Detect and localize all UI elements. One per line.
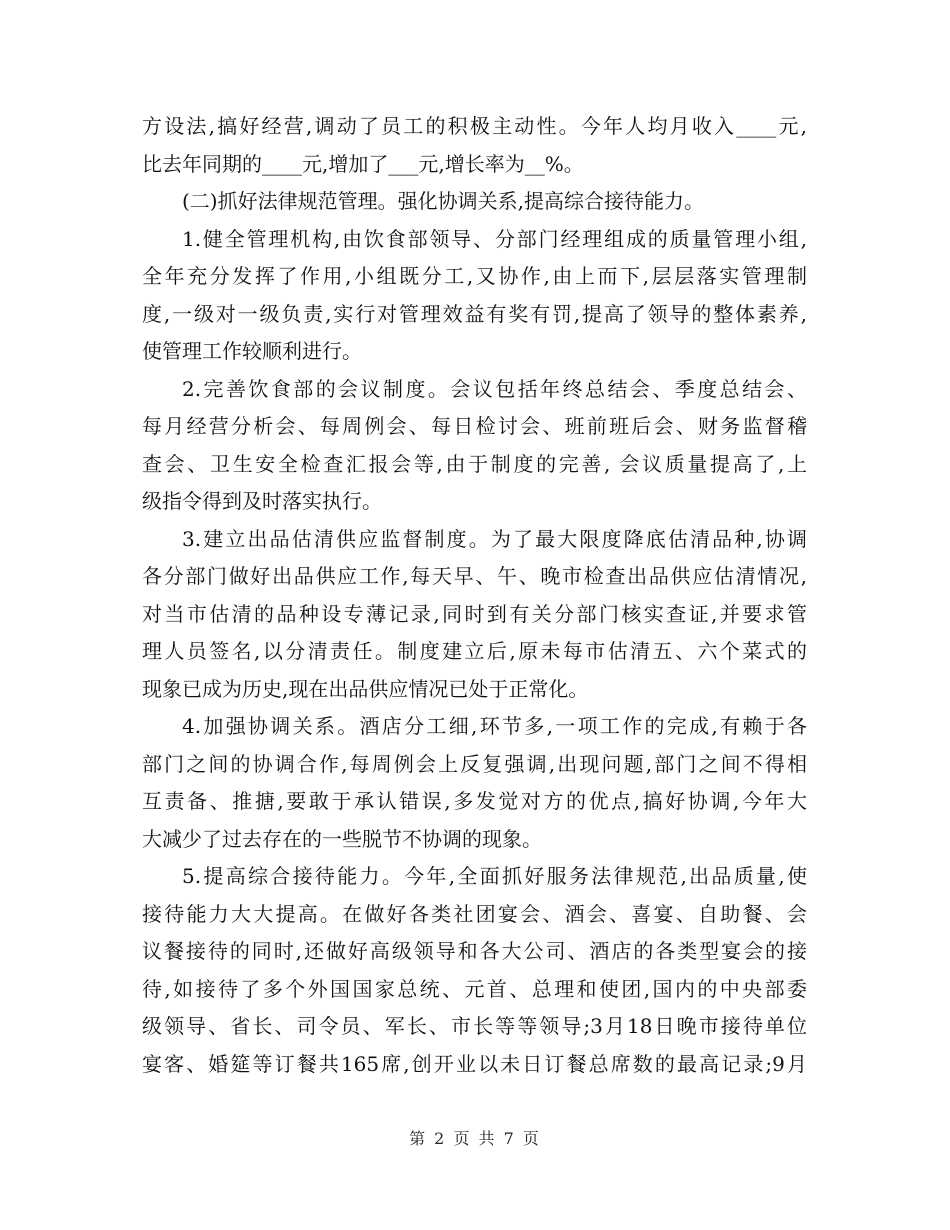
text-line: 全年充分发挥了作用,小组既分工,又协作,由上而下,层层落实管理制 — [142, 264, 807, 288]
text-line: 互责备、推搪,要敢于承认错误,多发觉对方的优点,搞好协调,今年大 — [142, 789, 807, 813]
document-body — [142, 108, 807, 1083]
text-line: (二)抓好法律规范管理。强化协调关系,提高综合接待能力。 — [182, 189, 704, 213]
text-line: 宴客、婚筵等订餐共165席,创开业以未日订餐总席数的最高记录;9月 — [142, 1051, 807, 1076]
text-line: 方设法,搞好经营,调动了员工的积极主动性。今年人均月收入____元, — [142, 114, 807, 138]
text-line: 4.加强协调关系。酒店分工细,环节多,一项工作的完成,有赖于各 — [182, 714, 807, 738]
text-line: 查会、卫生安全检查汇报会等,由于制度的完善, 会议质量提高了,上 — [142, 451, 807, 476]
text-line: 度,一级对一级负责,实行对管理效益有奖有罚,提高了领导的整体素养, — [142, 301, 807, 326]
text-line: 议餐接待的同时,还做好高级领导和各大公司、酒店的各类型宴会的接 — [142, 939, 807, 963]
text-line: 大减少了过去存在的一些脱节不协调的现象。 — [142, 826, 542, 851]
text-line: 2.完善饮食部的会议制度。会议包括年终总结会、季度总结会、 — [182, 376, 807, 401]
text-line: 部门之间的协调合作,每周例会上反复强调,出现问题,部门之间不得相 — [142, 751, 807, 776]
text-line: 对当市估清的品种设专薄记录,同时到有关分部门核实查证,并要求管 — [142, 601, 807, 626]
text-line: 现象已成为历史,现在出品供应情况已处于正常化。 — [142, 676, 589, 701]
text-line: 级领导、省长、司令员、军长、市长等等领导;3月18日晚市接待单位 — [142, 1014, 807, 1038]
page-footer: 第 2 页 共 7 页 — [409, 1129, 541, 1148]
text-line: 理人员签名,以分清责任。制度建立后,原未每市估清五、六个菜式的 — [142, 639, 807, 663]
text-line: 使管理工作较顺利进行。 — [142, 339, 362, 363]
text-line: 1.健全管理机构,由饮食部领导、分部门经理组成的质量管理小组, — [182, 226, 807, 251]
text-line: 接待能力大大提高。在做好各类社团宴会、酒会、喜宴、自助餐、会 — [142, 901, 807, 926]
text-line: 比去年同期的____元,增加了___元,增长率为__%。 — [142, 151, 584, 176]
text-line: 待,如接待了多个外国国家总统、元首、总理和使团,国内的中央部委 — [142, 976, 807, 1001]
text-line: 各分部门做好出品供应工作,每天早、午、晚市检查出品供应估清情况, — [142, 564, 807, 588]
text-line: 3.建立出品估清供应监督制度。为了最大限度降底估清品种,协调 — [182, 526, 807, 551]
text-line: 5.提高综合接待能力。今年,全面抓好服务法律规范,出品质量,使 — [182, 864, 807, 888]
text-line: 每月经营分析会、每周例会、每日检讨会、班前班后会、财务监督稽 — [142, 414, 807, 438]
text-line: 级指令得到及时落实执行。 — [142, 489, 382, 513]
